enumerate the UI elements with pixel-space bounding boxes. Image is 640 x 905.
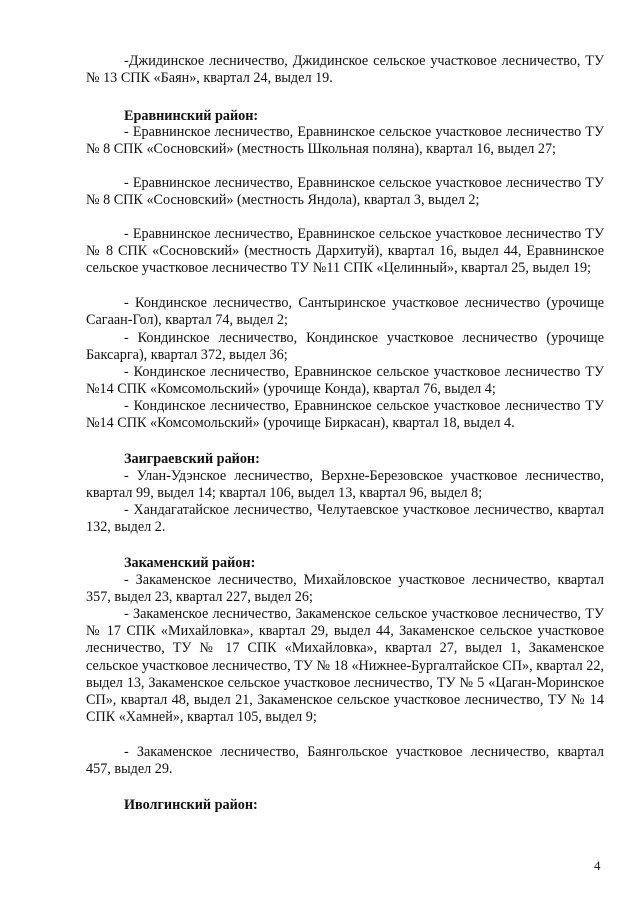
list-item: - Кондинское лесничество, Сантыринское участковое лесничество (урочище Сагаан-Гол), квартал 74, выдел 2; bbox=[86, 295, 604, 329]
list-item: - Еравнинское лесничество, Еравнинское сельское участковое лесничество ТУ № 8 СПК «Сосновский» (местность Дархитуй), квартал 16, выдел 44, Еравнинское сельское участковое лесничество ТУ №11 СПК «Целинный», квартал 25, выдел 19; bbox=[86, 226, 604, 277]
section-heading-eravninsky: Еравнинский район: bbox=[124, 108, 259, 124]
list-item-dzhida: -Джидинское лесничество, Джидинское сельское участковое лесничество, ТУ № 13 СПК «Баян», квартал 24, выдел 19. bbox=[86, 53, 604, 87]
list-item: - Улан-Удэнское лесничество, Верхне-Березовское участковое лесничество, квартал 99, выдел 14; квартал 106, выдел 13, квартал 96, выдел 8; bbox=[86, 468, 604, 502]
list-item: - Кондинское лесничество, Еравнинское сельское участковое лесничество ТУ №14 СПК «Комсомольский» (урочище Биркасан), квартал 18, выдел 4. bbox=[86, 398, 604, 432]
list-item: - Закаменское лесничество, Баянгольское участковое лесничество, квартал 457, выдел 29. bbox=[86, 744, 604, 778]
list-item: - Хандагатайское лесничество, Челутаевское участковое лесничество, квартал 132, выдел 2. bbox=[86, 502, 604, 536]
page-number: 4 bbox=[594, 858, 601, 873]
list-item: - Кондинское лесничество, Кондинское участковое лесничество (урочище Баксарга), квартал 372, выдел 36; bbox=[86, 330, 604, 364]
list-item: - Еравнинское лесничество, Еравнинское сельское участковое лесничество ТУ № 8 СПК «Сосновский» (местность Яндола), квартал 3, выдел 2; bbox=[86, 175, 604, 209]
list-item: - Закаменское лесничество, Михайловское участковое лесничество, квартал 357, выдел 23, квартал 227, выдел 26; bbox=[86, 572, 604, 606]
list-item: - Кондинское лесничество, Еравнинское сельское участковое лесничество ТУ №14 СПК «Комсомольский» (урочище Конда), квартал 76, выдел 4; bbox=[86, 364, 604, 398]
section-heading-zaigraevsky: Заиграевский район: bbox=[124, 451, 260, 467]
section-heading-zakamensky: Закаменский район: bbox=[124, 555, 256, 571]
list-item: - Закаменское лесничество, Закаменское сельское участковое лесничество, ТУ № 17 СПК «Михайловка», квартал 29, выдел 44, Закаменское сельское участковое лесничество, ТУ № 17 СПК «Михайловка», квартал 27, выдел 1, Закаменское сельское участковое лесничество, ТУ № 18 «Нижнее-Бургалтайское СП», квартал 22, выдел 13, Закаменское сельское участковое лесничество, ТУ № 5 «Цаган-Моринское СП», квартал 48, выдел 21, Закаменское сельское участковое лесничество, ТУ № 14 СПК «Хамней», квартал 105, выдел 9; bbox=[86, 606, 604, 726]
list-item: - Еравнинское лесничество, Еравнинское сельское участковое лесничество ТУ № 8 СПК «Сосновский» (местность Школьная поляна), квартал 16, выдел 27; bbox=[86, 124, 604, 158]
section-heading-ivolginsky: Иволгинский район: bbox=[124, 797, 258, 813]
